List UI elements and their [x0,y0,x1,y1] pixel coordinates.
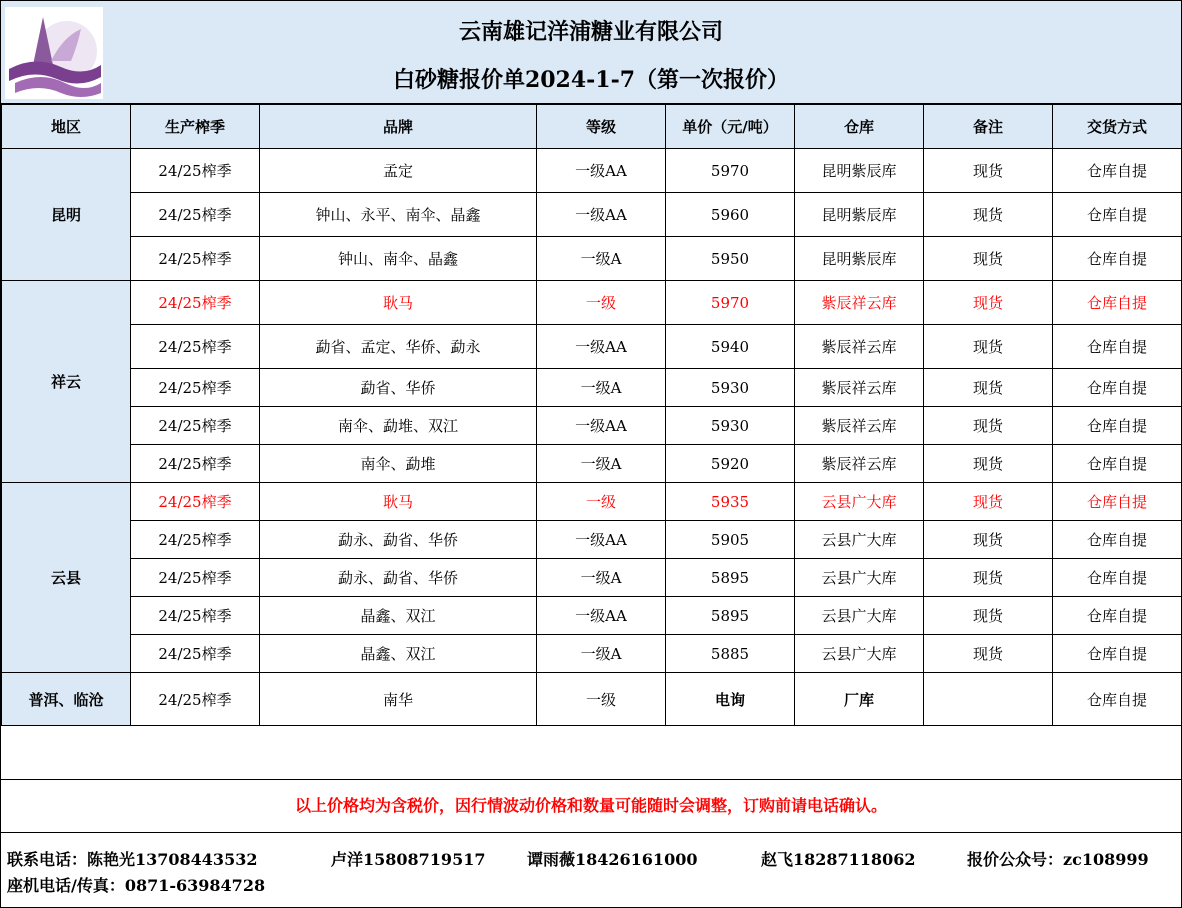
table-row [2,325,1182,369]
company-name: 云南雄记洋浦糖业有限公司 [458,19,723,45]
brand-cell: 晶鑫、双江 [260,635,537,673]
grade-cell: 一级A [537,445,666,483]
note-cell: 现货 [924,193,1053,237]
price-cell: 5885 [666,635,795,673]
price-cell: 5920 [666,445,795,483]
price-cell: 5930 [666,407,795,445]
grade-cell: 一级 [537,281,666,325]
brand-cell: 耿马 [260,281,537,325]
price-cell: 5960 [666,193,795,237]
season-cell: 24/25榨季 [131,193,260,237]
season-cell: 24/25榨季 [131,325,260,369]
contact-tan: 谭雨薇18426161000 [527,850,698,869]
brand-cell: 耿马 [260,483,537,521]
quote-title: 白砂糖报价单2024-1-7（第一次报价） [392,67,790,93]
price-cell: 电询 [666,673,795,726]
season-cell: 24/25榨季 [131,149,260,193]
price-cell: 5950 [666,237,795,281]
note-cell: 现货 [924,369,1053,407]
price-cell: 5905 [666,521,795,559]
warehouse-cell: 云县广大库 [795,521,924,559]
season-cell: 24/25榨季 [131,445,260,483]
season-cell: 24/25榨季 [131,483,260,521]
note-cell [924,673,1053,726]
warehouse-cell: 昆明紫辰库 [795,149,924,193]
delivery-cell: 仓库自提 [1053,325,1182,369]
grade-cell: 一级A [537,559,666,597]
grade-cell: 一级A [537,635,666,673]
table-row [2,559,1182,597]
delivery-cell: 仓库自提 [1053,635,1182,673]
brand-cell: 南伞、勐堆、双江 [260,407,537,445]
delivery-cell: 仓库自提 [1053,281,1182,325]
warehouse-cell: 紫辰祥云库 [795,325,924,369]
price-cell: 5970 [666,149,795,193]
season-cell: 24/25榨季 [131,597,260,635]
region-cell: 普洱、临沧 [2,673,131,726]
grade-cell: 一级 [537,673,666,726]
price-table [1,104,1182,726]
table-row [2,149,1182,193]
column-header: 品牌 [260,105,537,149]
delivery-cell: 仓库自提 [1053,193,1182,237]
warehouse-cell: 云县广大库 [795,559,924,597]
delivery-cell: 仓库自提 [1053,237,1182,281]
grade-cell: 一级AA [537,325,666,369]
note-cell: 现货 [924,149,1053,193]
price-cell: 5930 [666,369,795,407]
table-row [2,483,1182,521]
brand-cell: 勐省、华侨 [260,369,537,407]
region-cell: 祥云 [2,281,131,483]
note-cell: 现货 [924,237,1053,281]
season-cell: 24/25榨季 [131,673,260,726]
brand-cell: 南伞、勐堆 [260,445,537,483]
brand-cell: 勐永、勐省、华侨 [260,521,537,559]
delivery-cell: 仓库自提 [1053,597,1182,635]
column-header: 交货方式 [1053,105,1182,149]
warehouse-cell: 紫辰祥云库 [795,281,924,325]
grade-cell: 一级AA [537,597,666,635]
season-cell: 24/25榨季 [131,407,260,445]
column-header: 等级 [537,105,666,149]
table-row [2,369,1182,407]
warehouse-cell: 云县广大库 [795,597,924,635]
brand-cell: 孟定 [260,149,537,193]
table-row [2,597,1182,635]
note-cell: 现货 [924,407,1053,445]
price-cell: 5970 [666,281,795,325]
delivery-cell: 仓库自提 [1053,483,1182,521]
price-cell: 5895 [666,597,795,635]
column-header: 单价（元/吨） [666,105,795,149]
table-row [2,635,1182,673]
warehouse-cell: 昆明紫辰库 [795,237,924,281]
sheet-header [1,1,1181,104]
season-cell: 24/25榨季 [131,559,260,597]
brand-cell: 钟山、永平、南伞、晶鑫 [260,193,537,237]
note-cell: 现货 [924,445,1053,483]
brand-cell: 南华 [260,673,537,726]
brand-cell: 勐省、孟定、华侨、勐永 [260,325,537,369]
grade-cell: 一级A [537,237,666,281]
contact-chen: 联系电话：陈艳光13708443532 [7,850,258,869]
season-cell: 24/25榨季 [131,521,260,559]
table-row [2,237,1182,281]
contact-zhao: 赵飞18287118062 [761,850,916,869]
table-header-row [2,105,1182,149]
column-header: 生产榨季 [131,105,260,149]
price-cell: 5895 [666,559,795,597]
note-cell: 现货 [924,559,1053,597]
contact-lu: 卢洋15808719517 [331,850,486,869]
note-cell: 现货 [924,521,1053,559]
grade-cell: 一级AA [537,193,666,237]
delivery-cell: 仓库自提 [1053,445,1182,483]
table-row [2,445,1182,483]
warehouse-cell: 昆明紫辰库 [795,193,924,237]
table-row [2,407,1182,445]
fax-line: 座机电话/传真：0871-63984728 [7,876,266,895]
delivery-cell: 仓库自提 [1053,149,1182,193]
note-cell: 现货 [924,325,1053,369]
table-row [2,521,1182,559]
region-cell: 昆明 [2,149,131,281]
grade-cell: 一级A [537,369,666,407]
note-cell: 现货 [924,597,1053,635]
warehouse-cell: 紫辰祥云库 [795,407,924,445]
grade-cell: 一级AA [537,149,666,193]
price-cell: 5940 [666,325,795,369]
season-cell: 24/25榨季 [131,281,260,325]
delivery-cell: 仓库自提 [1053,559,1182,597]
season-cell: 24/25榨季 [131,635,260,673]
grade-cell: 一级AA [537,521,666,559]
region-cell: 云县 [2,483,131,673]
wechat-account: 报价公众号：zc108999 [967,850,1149,869]
season-cell: 24/25榨季 [131,237,260,281]
column-header: 仓库 [795,105,924,149]
warehouse-cell: 紫辰祥云库 [795,445,924,483]
delivery-cell: 仓库自提 [1053,407,1182,445]
table-row [2,281,1182,325]
grade-cell: 一级AA [537,407,666,445]
note-cell: 现货 [924,635,1053,673]
warehouse-cell: 紫辰祥云库 [795,369,924,407]
column-header: 地区 [2,105,131,149]
column-header: 备注 [924,105,1053,149]
table-row [2,193,1182,237]
note-cell: 现货 [924,281,1053,325]
grade-cell: 一级 [537,483,666,521]
warehouse-cell: 厂库 [795,673,924,726]
table-row [2,673,1182,726]
price-cell: 5935 [666,483,795,521]
brand-cell: 晶鑫、双江 [260,597,537,635]
delivery-cell: 仓库自提 [1053,521,1182,559]
warehouse-cell: 云县广大库 [795,483,924,521]
season-cell: 24/25榨季 [131,369,260,407]
delivery-cell: 仓库自提 [1053,369,1182,407]
price-table-body [2,149,1182,726]
brand-cell: 勐永、勐省、华侨 [260,559,537,597]
note-cell: 现货 [924,483,1053,521]
brand-cell: 钟山、南伞、晶鑫 [260,237,537,281]
price-notice: 以上价格均为含税价，因行情波动价格和数量可能随时会调整，订购前请电话确认。 [1,780,1181,833]
delivery-cell: 仓库自提 [1053,673,1182,726]
warehouse-cell: 云县广大库 [795,635,924,673]
blank-row [1,725,1181,780]
